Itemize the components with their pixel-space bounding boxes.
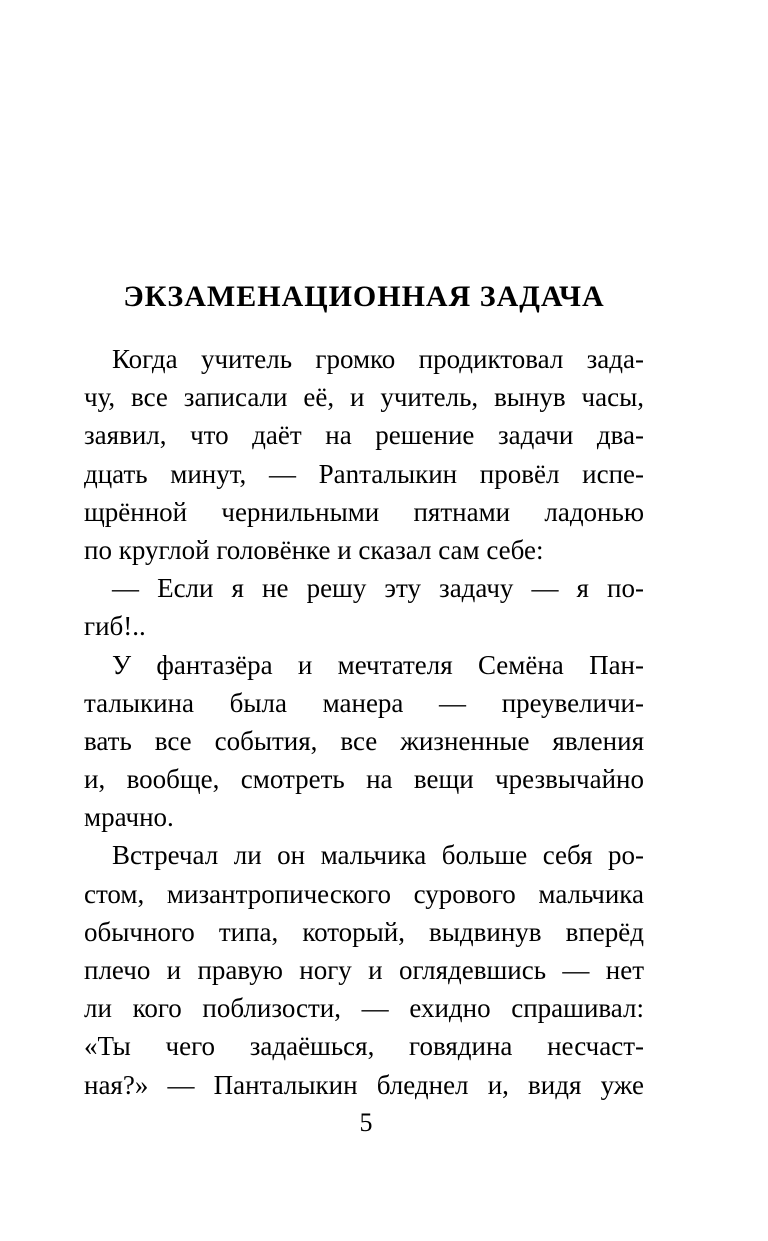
text-line: чу, все записали её, и учитель, вынув часы, xyxy=(84,382,644,413)
text-line: и, вообще, смотреть на вещи чрезвычайно xyxy=(84,764,644,795)
text-line: талыкина была манера — преувеличи- xyxy=(84,687,644,718)
text-line: гиб!.. xyxy=(84,611,146,642)
text-line: вать все события, все жизненные явления xyxy=(84,725,644,756)
chapter-title: ЭКЗАМЕНАЦИОННАЯ ЗАДАЧА xyxy=(123,280,605,313)
text-line: «Ты чего задаёшься, говядина несчаст- xyxy=(84,1031,644,1062)
text-line: щрённой чернильными пятнами ладонью xyxy=(84,496,644,527)
text-line: ная?» — Панталыкин бледнел и, видя уже xyxy=(84,1069,644,1100)
text-line: У фантазёра и мечтателя Семёна Пан- xyxy=(112,649,644,680)
text-line: ли кого поблизости, — ехидно спрашивал: xyxy=(84,993,644,1024)
page-number: 5 xyxy=(359,1108,373,1137)
text-line: по круглой головёнке и сказал сам себе: xyxy=(84,534,544,565)
text-line: заявил, что даёт на решение задачи два- xyxy=(84,420,644,451)
text-line: Встречал ли он мальчика больше себя ро- xyxy=(112,840,644,871)
text-line: обычного типа, который, выдвинув вперёд xyxy=(84,916,644,947)
body-text xyxy=(84,340,644,1104)
text-line: стом, мизантропического сурового мальчика xyxy=(84,878,644,909)
text-line: дцать минут, — Panталыкин провёл испе- xyxy=(84,458,644,489)
text-line: Когда учитель громко продиктовал зада- xyxy=(112,344,644,374)
text-line: — Если я не решу эту задачу — я по- xyxy=(112,573,644,604)
text-line: мрачно. xyxy=(84,802,174,833)
text-line: плечо и правую ногу и оглядевшись — нет xyxy=(84,955,644,985)
